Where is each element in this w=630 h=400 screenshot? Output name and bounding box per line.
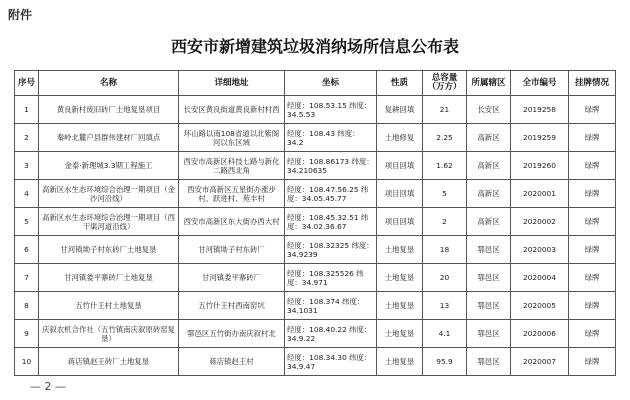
capacity-cell: 4.1 [423,320,467,348]
address-cell: 五竹什王村西南窑坑 [179,292,285,320]
nature-cell: 项目回填 [377,180,423,208]
row-number-cell: 5 [15,208,39,236]
coordinate-cell: 经度：108.32325 纬度：34.9239 [285,236,377,264]
coordinate-cell: 经度：108.86173 纬度：34.210635 [285,152,377,180]
address-cell: 鄠邑区五竹街办南庆叙村北 [179,320,285,348]
district-cell: 鄠邑区 [467,236,511,264]
name-cell: 甘河镇娄平寨砖厂土地复垦 [39,264,179,292]
capacity-cell: 21 [423,96,467,124]
nature-cell: 项目回填 [377,152,423,180]
header-cell: 详细地址 [179,71,285,96]
district-cell: 高新区 [467,152,511,180]
table-row [15,96,616,124]
code-cell: 2019258 [511,96,569,124]
address-cell: 甘河镇娄平寨砖厂 [179,264,285,292]
capacity-cell: 5 [423,180,467,208]
name-cell: 高新区水生态环境综合治理一期项目（金沙河沿线） [39,180,179,208]
district-cell: 鄠邑区 [467,348,511,376]
header-cell: 总容量（万方） [423,71,467,96]
name-cell: 黄良新村废旧砖厂土地复垦项目 [39,96,179,124]
header-cell: 序号 [15,71,39,96]
address-cell: 西安市高新区科技七路与新化二路西北角 [179,152,285,180]
name-cell: 庆叙农机合作社（五竹镇南庆叙原砖窑复垦） [39,320,179,348]
coordinate-cell: 经度：108.45.32.51 纬度：34.02.36.67 [285,208,377,236]
nature-cell: 土地复垦 [377,320,423,348]
district-cell: 高新区 [467,208,511,236]
address-cell: 长安区黄良街道黄良新村村西 [179,96,285,124]
status-cell: 绿牌 [569,236,616,264]
district-cell: 鄠邑区 [467,292,511,320]
address-cell: 甘河镇坳子村东砖厂 [179,236,285,264]
row-number-cell: 2 [15,124,39,152]
code-cell: 2020004 [511,264,569,292]
table-row [15,124,616,152]
district-cell: 长安区 [467,96,511,124]
capacity-cell: 13 [423,292,467,320]
code-cell: 2020003 [511,236,569,264]
nature-cell: 土地修复 [377,124,423,152]
code-cell: 2020006 [511,320,569,348]
table-row [15,320,616,348]
status-cell: 绿牌 [569,348,616,376]
nature-cell: 土地复垦 [377,292,423,320]
row-number-cell: 8 [15,292,39,320]
name-cell: 蒋店镇赵王砖厂土地复垦 [39,348,179,376]
status-cell: 绿牌 [569,152,616,180]
status-cell: 绿牌 [569,96,616,124]
address-cell: 西安市高新区东大街办西大村 [179,208,285,236]
coordinate-cell: 经度：108.374 纬度：34.1031 [285,292,377,320]
code-cell: 2020007 [511,348,569,376]
district-cell: 鄠邑区 [467,320,511,348]
header-cell: 所属辖区 [467,71,511,96]
nature-cell: 土地复垦 [377,236,423,264]
table-row [15,180,616,208]
code-cell: 2019260 [511,152,569,180]
name-cell: 五竹什王村土地复垦 [39,292,179,320]
code-cell: 2019259 [511,124,569,152]
row-number-cell: 9 [15,320,39,348]
page-number: — 2 — [30,380,66,393]
status-cell: 绿牌 [569,264,616,292]
coordinate-cell: 经度：108.43 纬度：34.2 [285,124,377,152]
status-cell: 绿牌 [569,292,616,320]
row-number-cell: 4 [15,180,39,208]
status-cell: 绿牌 [569,320,616,348]
status-cell: 绿牌 [569,180,616,208]
status-cell: 绿牌 [569,208,616,236]
capacity-cell: 95.9 [423,348,467,376]
name-cell: 金泰·新理城3.3期工程施工 [39,152,179,180]
header-cell: 名称 [39,71,179,96]
table-row [15,236,616,264]
table-row [15,348,616,376]
header-cell: 全市编号 [511,71,569,96]
address-cell: 蒋店镇赵王村 [179,348,285,376]
table-header-row [15,71,616,96]
table-row [15,208,616,236]
nature-cell: 土地复垦 [377,348,423,376]
coordinate-cell: 经度：108.40.22 纬度：34.9.22 [285,320,377,348]
address-cell: 西安市高新区五星街办涨步村、跃进村、苑丰村 [179,180,285,208]
info-table [14,70,616,376]
header-cell: 性质 [377,71,423,96]
row-number-cell: 10 [15,348,39,376]
nature-cell: 复耕回填 [377,96,423,124]
table-row [15,264,616,292]
nature-cell: 项目回填 [377,208,423,236]
header-cell: 坐标 [285,71,377,96]
coordinate-cell: 经度：108.47.56.25 纬度：34.05.45.77 [285,180,377,208]
district-cell: 高新区 [467,180,511,208]
capacity-cell: 2 [423,208,467,236]
name-cell: 秦岭北麓户县群伟建材厂回填点 [39,124,179,152]
coordinate-cell: 经度：108.34.30 纬度：34.9.47 [285,348,377,376]
capacity-cell: 2.25 [423,124,467,152]
status-cell: 绿牌 [569,124,616,152]
name-cell: 甘河镇坳子村东砖厂土地复垦 [39,236,179,264]
header-cell: 挂牌情况 [569,71,616,96]
coordinate-cell: 经度：108.53.15 纬度：34.5.53 [285,96,377,124]
table-row [15,152,616,180]
district-cell: 高新区 [467,124,511,152]
district-cell: 鄠邑区 [467,264,511,292]
address-cell: 环山路以南108省道以北紫阁河以东区域 [179,124,285,152]
capacity-cell: 18 [423,236,467,264]
row-number-cell: 7 [15,264,39,292]
row-number-cell: 6 [15,236,39,264]
capacity-cell: 1.62 [423,152,467,180]
row-number-cell: 3 [15,152,39,180]
code-cell: 2020002 [511,208,569,236]
attachment-label: 附件 [8,8,33,22]
name-cell: 高新区水生态环境综合治理一期项目（西干渠河道沿线） [39,208,179,236]
page-title: 西安市新增建筑垃圾消纳场所信息公布表 [170,37,459,56]
code-cell: 2020001 [511,180,569,208]
code-cell: 2020005 [511,292,569,320]
coordinate-cell: 经度：108.325526 纬度：34.971 [285,264,377,292]
row-number-cell: 1 [15,96,39,124]
nature-cell: 土地复垦 [377,264,423,292]
table-row [15,292,616,320]
capacity-cell: 20 [423,264,467,292]
